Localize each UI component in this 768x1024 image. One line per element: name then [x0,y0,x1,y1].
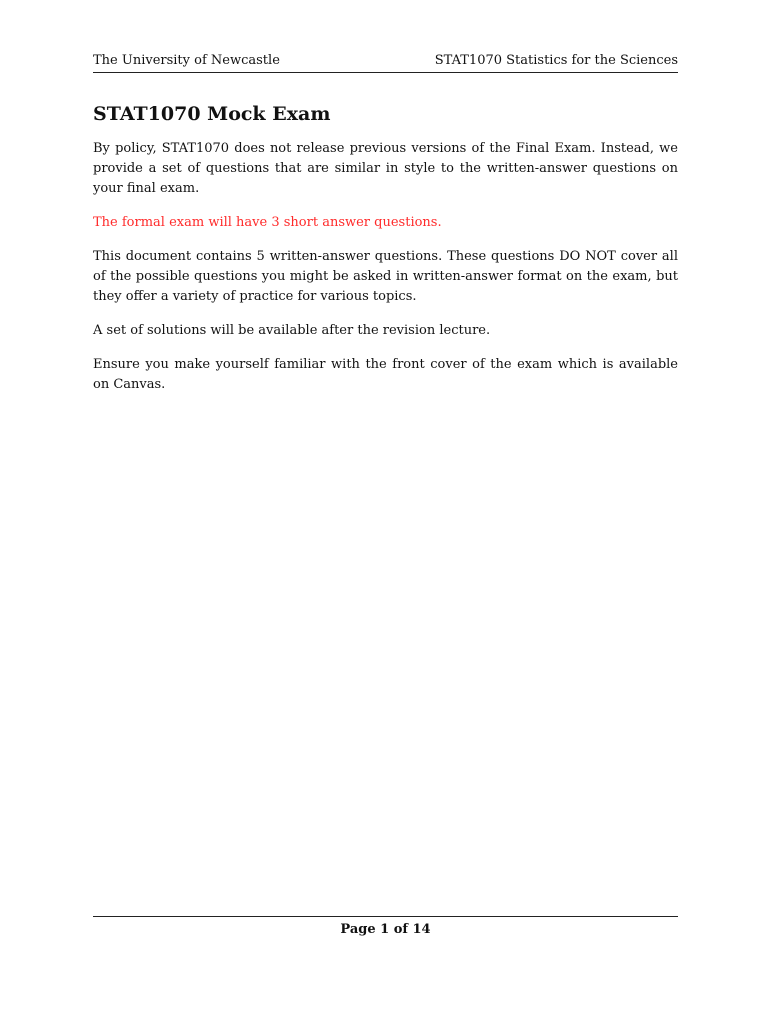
document-contents-paragraph: This document contains 5 written-answer questions. These questions DO NOT cover all of the possible questions you might be asked in written-answer format on the exam, but they offer a variety of practice for various topics. [93,249,678,304]
page-number: Page 1 of 14 [340,922,431,937]
header-course: STAT1070 Statistics for the Sciences [434,53,678,68]
front-cover-paragraph: Ensure you make yourself familiar with the front cover of the exam which is available on Canvas. [93,357,678,392]
header-institution: The University of Newcastle [93,53,280,68]
page-header [93,52,678,73]
document-body [93,139,678,409]
exam-format-notice: The formal exam will have 3 short answer questions. [93,215,442,230]
document-title: STAT1070 Mock Exam [93,103,331,125]
policy-paragraph: By policy, STAT1070 does not release previous versions of the Final Exam. Instead, we provide a set of questions that are similar in style to the written-answer questions on your final exam. [93,141,678,196]
solutions-paragraph: A set of solutions will be available after the revision lecture. [93,323,491,338]
page-footer [93,916,678,939]
